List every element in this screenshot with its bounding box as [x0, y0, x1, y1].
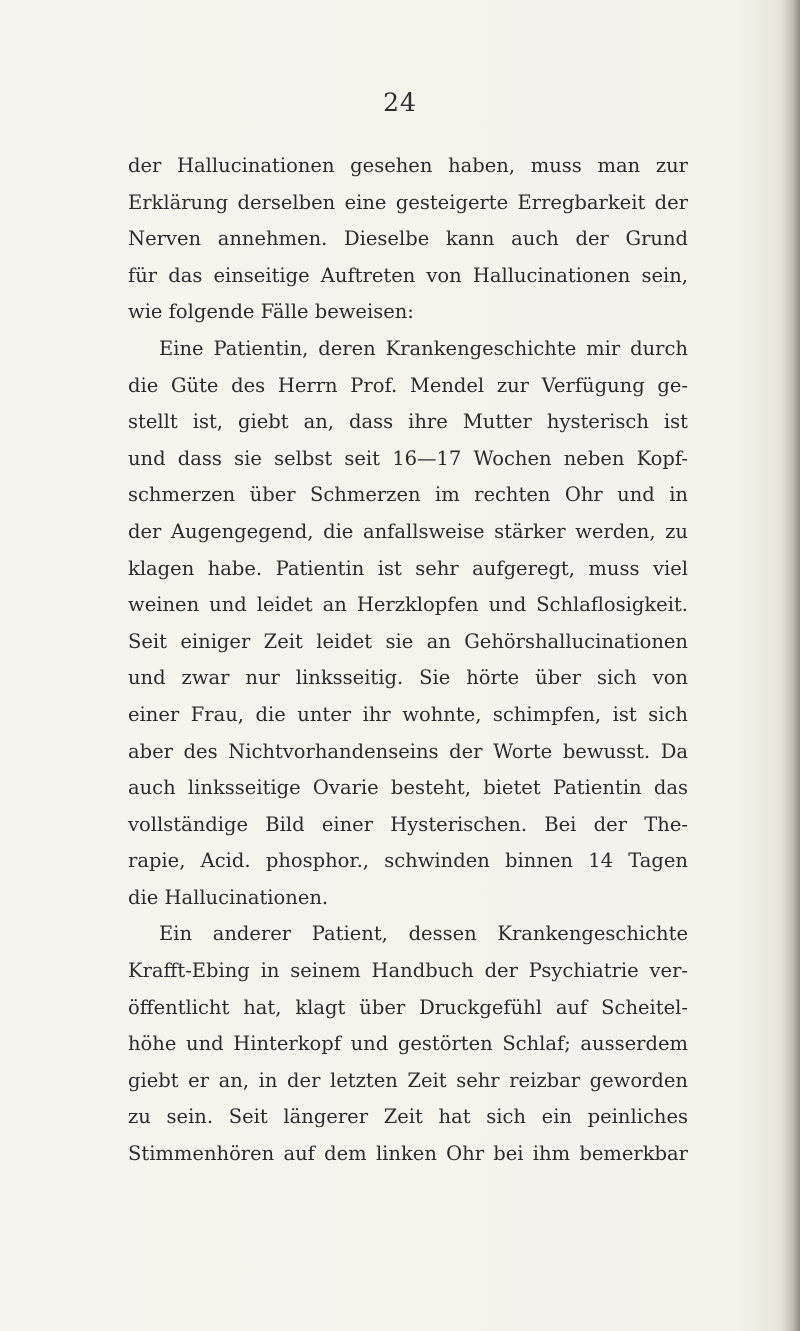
text-line: Eine Patientin, deren Krankengeschichte mir durch: [159, 336, 688, 360]
text-line: zu sein. Seit längerer Zeit hat sich ein peinliches: [128, 1105, 688, 1129]
text-line: Nerven annehmen. Dieselbe kann auch der Grund: [128, 227, 688, 251]
text-line: stellt ist, giebt an, dass ihre Mutter hysterisch ist: [128, 410, 688, 434]
text-line: klagen habe. Patientin ist sehr aufgeregt, muss viel: [128, 556, 688, 580]
text-line: schmerzen über Schmerzen im rechten Ohr und in: [128, 483, 688, 507]
text-line: Erklärung derselben eine gesteigerte Erregbarkeit der: [128, 190, 688, 214]
text-line: auch linksseitige Ovarie besteht, bietet Patientin das: [128, 776, 688, 800]
text-line: vollständige Bild einer Hysterischen. Bei der The-: [128, 812, 688, 836]
text-line: aber des Nichtvorhandenseins der Worte bewusst. Da: [128, 739, 688, 763]
text-line: für das einseitige Auftreten von Hallucinationen sein,: [128, 263, 688, 287]
text-line: Seit einiger Zeit leidet sie an Gehörshallucinationen: [128, 629, 688, 653]
text-line: höhe und Hinterkopf und gestörten Schlaf; ausserdem: [128, 1032, 688, 1056]
text-line: wie folgende Fälle beweisen:: [128, 300, 414, 324]
page-number: 24: [383, 88, 417, 117]
page-edge-shadow: [782, 0, 800, 1331]
text-line: Stimmenhören auf dem linken Ohr bei ihm bemerkbar: [128, 1142, 688, 1166]
text-line: und zwar nur linksseitig. Sie hörte über sich von: [128, 666, 688, 690]
text-line: rapie, Acid. phosphor., schwinden binnen 14 Tagen: [128, 849, 688, 873]
text-line: einer Frau, die unter ihr wohnte, schimpfen, ist sich: [128, 702, 688, 726]
text-line: der Augengegend, die anfallsweise stärker werden, zu: [128, 519, 688, 543]
text-line: Krafft-Ebing in seinem Handbuch der Psychiatrie ver-: [128, 959, 688, 983]
text-line: weinen und leidet an Herzklopfen und Schlaflosigkeit.: [128, 593, 688, 617]
body-text: [128, 148, 688, 1173]
text-line: die Güte des Herrn Prof. Mendel zur Verfügung ge-: [128, 373, 688, 397]
text-line: die Hallucinationen.: [128, 885, 329, 909]
text-line: öffentlicht hat, klagt über Druckgefühl auf Scheitel-: [128, 995, 688, 1019]
text-line: giebt er an, in der letzten Zeit sehr reizbar geworden: [128, 1068, 688, 1092]
text-line: und dass sie selbst seit 16—17 Wochen neben Kopf-: [128, 446, 688, 470]
text-line: der Hallucinationen gesehen haben, muss man zur: [128, 154, 688, 177]
text-line: Ein anderer Patient, dessen Krankengeschichte: [159, 922, 688, 946]
